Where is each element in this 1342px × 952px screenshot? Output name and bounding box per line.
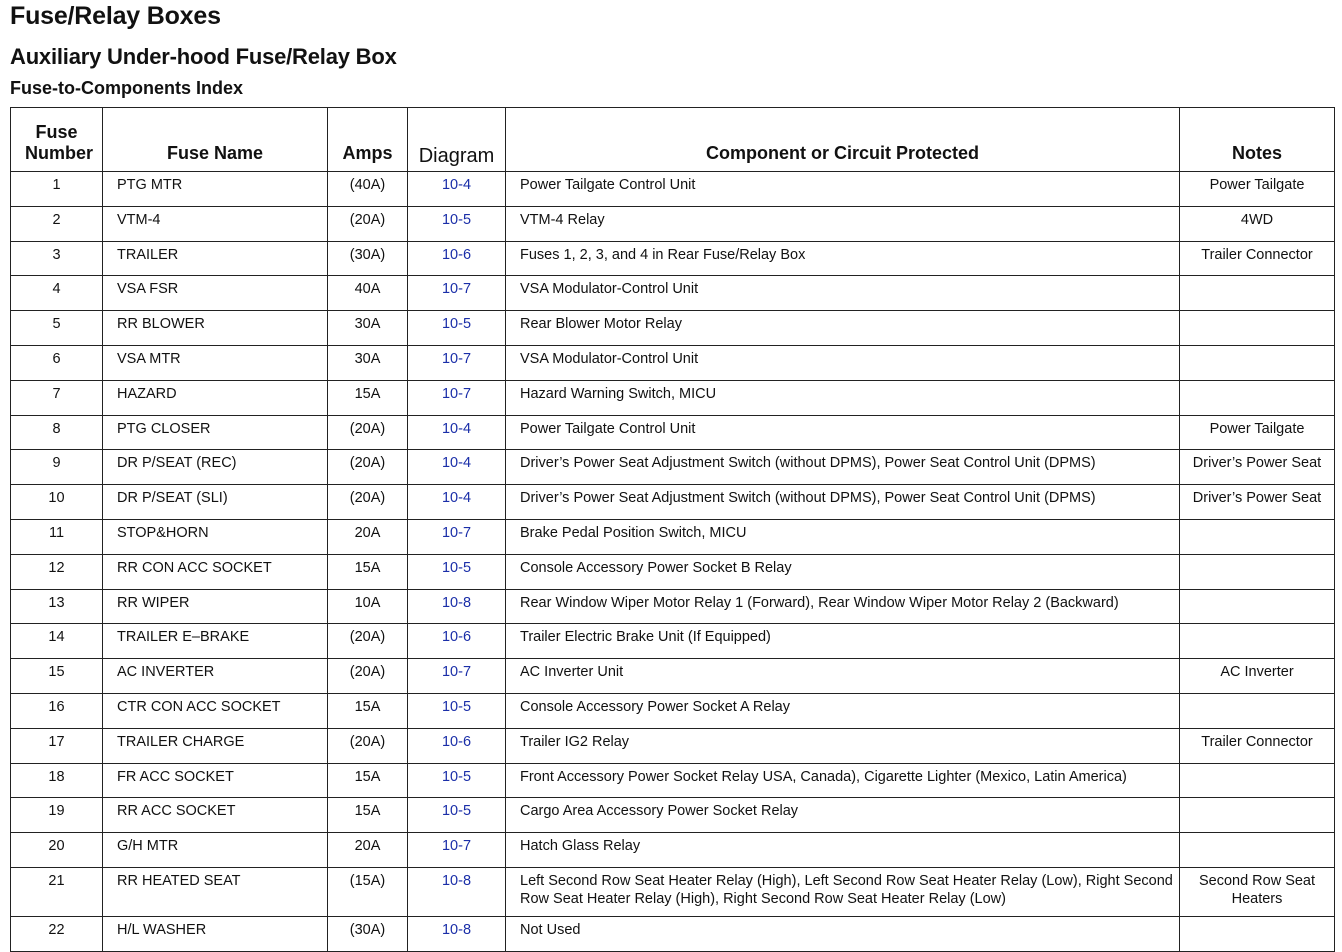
fuse-name-cell: VTM-4 — [103, 206, 328, 241]
amps-cell: 40A — [328, 276, 408, 311]
notes-cell: Power Tailgate — [1180, 415, 1335, 450]
page-subtitle: Auxiliary Under-hood Fuse/Relay Box — [10, 44, 397, 69]
table-row — [11, 311, 1335, 346]
table-row — [11, 693, 1335, 728]
table-row — [11, 554, 1335, 589]
notes-cell — [1180, 624, 1335, 659]
fuse-number-cell: 14 — [11, 624, 103, 659]
notes-cell: Trailer Connector — [1180, 241, 1335, 276]
diagram-link[interactable]: 10-4 — [408, 172, 506, 207]
notes-cell — [1180, 519, 1335, 554]
notes-cell — [1180, 380, 1335, 415]
header-amps: Amps — [328, 108, 408, 172]
fuse-name-cell: PTG MTR — [103, 172, 328, 207]
fuse-number-cell: 22 — [11, 916, 103, 951]
notes-cell: Second Row Seat Heaters — [1180, 867, 1335, 916]
fuse-name-cell: TRAILER CHARGE — [103, 728, 328, 763]
component-cell: Hazard Warning Switch, MICU — [506, 380, 1180, 415]
diagram-link[interactable]: 10-4 — [408, 485, 506, 520]
amps-cell: (40A) — [328, 172, 408, 207]
amps-cell: 15A — [328, 693, 408, 728]
notes-cell — [1180, 589, 1335, 624]
table-body — [11, 172, 1335, 952]
notes-cell — [1180, 763, 1335, 798]
component-cell: Rear Blower Motor Relay — [506, 311, 1180, 346]
fuse-name-cell: RR ACC SOCKET — [103, 798, 328, 833]
amps-cell: (20A) — [328, 415, 408, 450]
notes-cell — [1180, 554, 1335, 589]
component-cell: Left Second Row Seat Heater Relay (High), Left Second Row Seat Heater Relay (Low), Right Second Row Seat Heater Relay (High), Right Second Row Seat Heater Relay (Low) — [506, 867, 1180, 916]
component-cell: Trailer IG2 Relay — [506, 728, 1180, 763]
component-cell: Cargo Area Accessory Power Socket Relay — [506, 798, 1180, 833]
table-row — [11, 519, 1335, 554]
diagram-link[interactable]: 10-5 — [408, 554, 506, 589]
table-row — [11, 276, 1335, 311]
notes-cell: Trailer Connector — [1180, 728, 1335, 763]
fuse-name-cell: CTR CON ACC SOCKET — [103, 693, 328, 728]
notes-cell — [1180, 833, 1335, 868]
notes-cell: AC Inverter — [1180, 659, 1335, 694]
amps-cell: 20A — [328, 833, 408, 868]
fuse-name-cell: HAZARD — [103, 380, 328, 415]
fuse-number-cell: 1 — [11, 172, 103, 207]
fuse-number-cell: 13 — [11, 589, 103, 624]
amps-cell: (20A) — [328, 624, 408, 659]
table-row — [11, 798, 1335, 833]
table-row — [11, 833, 1335, 868]
header-diagram: Diagram — [408, 108, 506, 172]
table-row — [11, 241, 1335, 276]
fuse-number-cell: 17 — [11, 728, 103, 763]
table-row — [11, 659, 1335, 694]
fuse-number-cell: 21 — [11, 867, 103, 916]
fuse-name-cell: H/L WASHER — [103, 916, 328, 951]
amps-cell: 20A — [328, 519, 408, 554]
component-cell: Not Used — [506, 916, 1180, 951]
section-heading: Fuse-to-Components Index — [10, 78, 243, 98]
table-row — [11, 415, 1335, 450]
diagram-link[interactable]: 10-7 — [408, 276, 506, 311]
diagram-link[interactable]: 10-7 — [408, 380, 506, 415]
header-fuse-name: Fuse Name — [103, 108, 328, 172]
fuse-number-cell: 15 — [11, 659, 103, 694]
fuse-number-cell: 6 — [11, 345, 103, 380]
notes-cell: 4WD — [1180, 206, 1335, 241]
amps-cell: 15A — [328, 554, 408, 589]
header-fuse-number: Fuse Number — [11, 108, 103, 172]
fuse-name-cell: AC INVERTER — [103, 659, 328, 694]
fuse-name-cell: VSA MTR — [103, 345, 328, 380]
fuse-number-cell: 4 — [11, 276, 103, 311]
fuse-name-cell: STOP&HORN — [103, 519, 328, 554]
notes-cell — [1180, 916, 1335, 951]
amps-cell: 30A — [328, 345, 408, 380]
fuse-number-cell: 19 — [11, 798, 103, 833]
amps-cell: (20A) — [328, 206, 408, 241]
amps-cell: 15A — [328, 763, 408, 798]
component-cell: VTM-4 Relay — [506, 206, 1180, 241]
diagram-link[interactable]: 10-5 — [408, 798, 506, 833]
fuse-number-cell: 12 — [11, 554, 103, 589]
fuse-name-cell: VSA FSR — [103, 276, 328, 311]
table-row — [11, 763, 1335, 798]
table-row — [11, 450, 1335, 485]
fuse-name-cell: PTG CLOSER — [103, 415, 328, 450]
component-cell: Trailer Electric Brake Unit (If Equipped) — [506, 624, 1180, 659]
diagram-link[interactable]: 10-5 — [408, 693, 506, 728]
table-row — [11, 728, 1335, 763]
notes-cell — [1180, 693, 1335, 728]
fuse-number-cell: 5 — [11, 311, 103, 346]
diagram-link[interactable]: 10-5 — [408, 311, 506, 346]
table-header-row — [11, 108, 1335, 172]
notes-cell — [1180, 798, 1335, 833]
diagram-link[interactable]: 10-6 — [408, 728, 506, 763]
diagram-link[interactable]: 10-6 — [408, 624, 506, 659]
fuse-number-cell: 11 — [11, 519, 103, 554]
table-row — [11, 380, 1335, 415]
fuse-number-cell: 9 — [11, 450, 103, 485]
fuse-index-table — [10, 107, 1335, 952]
diagram-link[interactable]: 10-7 — [408, 659, 506, 694]
table-row — [11, 206, 1335, 241]
fuse-name-cell: RR HEATED SEAT — [103, 867, 328, 916]
component-cell: Driver’s Power Seat Adjustment Switch (without DPMS), Power Seat Control Unit (DPMS) — [506, 485, 1180, 520]
table-row — [11, 345, 1335, 380]
diagram-link[interactable]: 10-7 — [408, 345, 506, 380]
diagram-link[interactable]: 10-6 — [408, 241, 506, 276]
fuse-name-cell: RR WIPER — [103, 589, 328, 624]
fuse-number-cell: 8 — [11, 415, 103, 450]
notes-cell — [1180, 276, 1335, 311]
component-cell: Power Tailgate Control Unit — [506, 415, 1180, 450]
notes-cell: Power Tailgate — [1180, 172, 1335, 207]
fuse-number-cell: 10 — [11, 485, 103, 520]
fuse-number-cell: 2 — [11, 206, 103, 241]
fuse-name-cell: G/H MTR — [103, 833, 328, 868]
page-title: Fuse/Relay Boxes — [10, 2, 221, 30]
fuse-number-cell: 3 — [11, 241, 103, 276]
fuse-name-cell: RR BLOWER — [103, 311, 328, 346]
fuse-number-cell: 16 — [11, 693, 103, 728]
amps-cell: (15A) — [328, 867, 408, 916]
diagram-link[interactable]: 10-7 — [408, 519, 506, 554]
amps-cell: (30A) — [328, 916, 408, 951]
component-cell: Console Accessory Power Socket A Relay — [506, 693, 1180, 728]
fuse-name-cell: DR P/SEAT (REC) — [103, 450, 328, 485]
diagram-link[interactable]: 10-7 — [408, 833, 506, 868]
amps-cell: (20A) — [328, 485, 408, 520]
component-cell: Fuses 1, 2, 3, and 4 in Rear Fuse/Relay Box — [506, 241, 1180, 276]
amps-cell: (30A) — [328, 241, 408, 276]
table-row — [11, 624, 1335, 659]
diagram-link[interactable]: 10-4 — [408, 450, 506, 485]
fuse-name-cell: TRAILER — [103, 241, 328, 276]
diagram-link[interactable]: 10-5 — [408, 763, 506, 798]
component-cell: Console Accessory Power Socket B Relay — [506, 554, 1180, 589]
fuse-name-cell: RR CON ACC SOCKET — [103, 554, 328, 589]
notes-cell: Driver’s Power Seat — [1180, 450, 1335, 485]
diagram-link[interactable]: 10-8 — [408, 867, 506, 916]
amps-cell: 10A — [328, 589, 408, 624]
table-row — [11, 916, 1335, 951]
diagram-link[interactable]: 10-5 — [408, 206, 506, 241]
header-component: Component or Circuit Protected — [506, 108, 1180, 172]
component-cell: AC Inverter Unit — [506, 659, 1180, 694]
amps-cell: 15A — [328, 798, 408, 833]
header-notes: Notes — [1180, 108, 1335, 172]
table-row — [11, 485, 1335, 520]
amps-cell: (20A) — [328, 728, 408, 763]
fuse-number-cell: 18 — [11, 763, 103, 798]
component-cell: Brake Pedal Position Switch, MICU — [506, 519, 1180, 554]
component-cell: Front Accessory Power Socket Relay USA, Canada), Cigarette Lighter (Mexico, Latin America) — [506, 763, 1180, 798]
amps-cell: (20A) — [328, 450, 408, 485]
diagram-link[interactable]: 10-8 — [408, 916, 506, 951]
table-row — [11, 589, 1335, 624]
component-cell: Driver’s Power Seat Adjustment Switch (without DPMS), Power Seat Control Unit (DPMS) — [506, 450, 1180, 485]
component-cell: VSA Modulator-Control Unit — [506, 276, 1180, 311]
component-cell: Power Tailgate Control Unit — [506, 172, 1180, 207]
fuse-name-cell: TRAILER E–BRAKE — [103, 624, 328, 659]
component-cell: Hatch Glass Relay — [506, 833, 1180, 868]
component-cell: Rear Window Wiper Motor Relay 1 (Forward), Rear Window Wiper Motor Relay 2 (Backward) — [506, 589, 1180, 624]
table-row — [11, 867, 1335, 916]
diagram-link[interactable]: 10-8 — [408, 589, 506, 624]
fuse-name-cell: FR ACC SOCKET — [103, 763, 328, 798]
amps-cell: (20A) — [328, 659, 408, 694]
notes-cell: Driver’s Power Seat — [1180, 485, 1335, 520]
fuse-name-cell: DR P/SEAT (SLI) — [103, 485, 328, 520]
amps-cell: 30A — [328, 311, 408, 346]
fuse-number-cell: 20 — [11, 833, 103, 868]
component-cell: VSA Modulator-Control Unit — [506, 345, 1180, 380]
notes-cell — [1180, 311, 1335, 346]
table-row — [11, 172, 1335, 207]
fuse-number-cell: 7 — [11, 380, 103, 415]
amps-cell: 15A — [328, 380, 408, 415]
notes-cell — [1180, 345, 1335, 380]
diagram-link[interactable]: 10-4 — [408, 415, 506, 450]
